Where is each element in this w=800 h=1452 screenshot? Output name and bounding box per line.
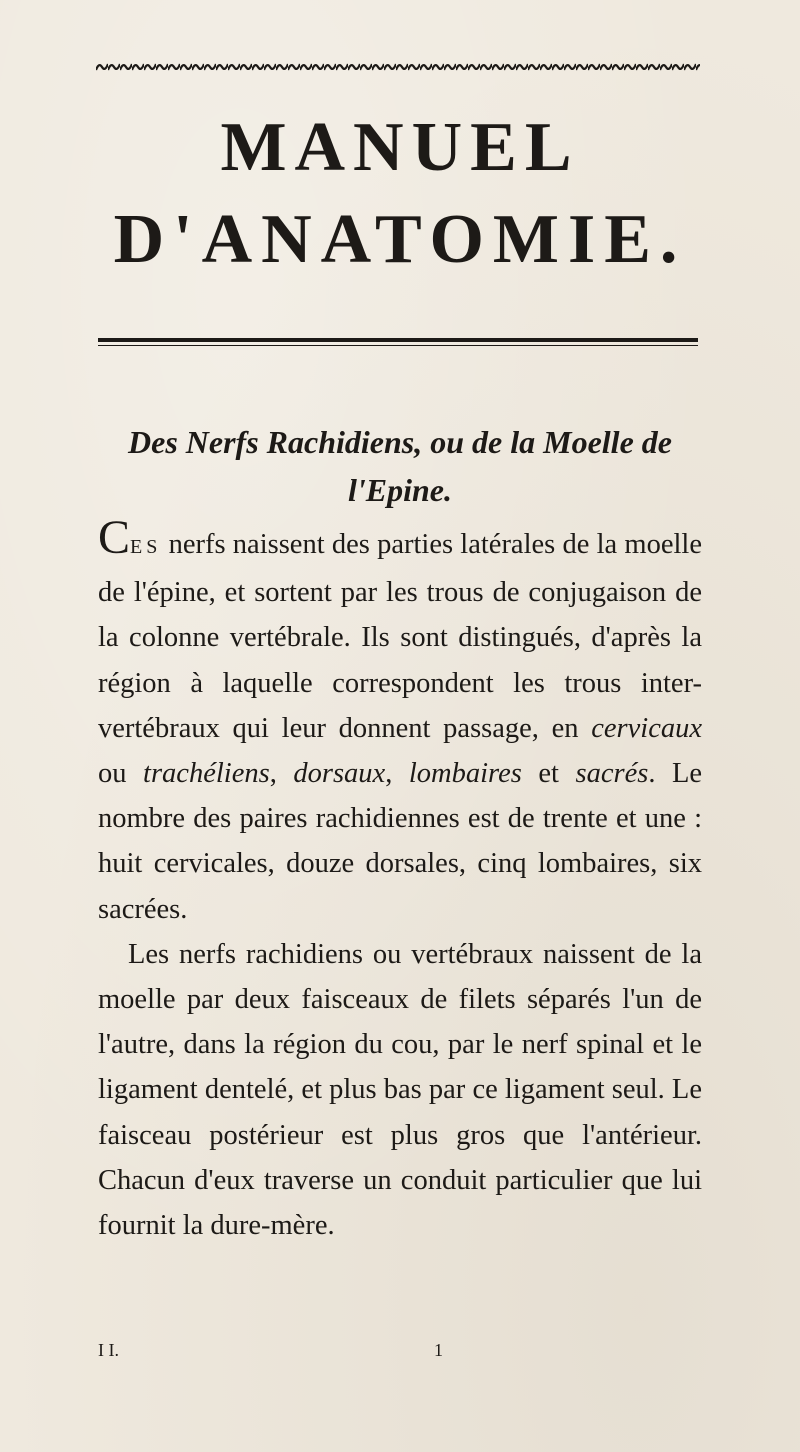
term-cervicaux: cervicaux — [591, 712, 702, 744]
double-rule-divider — [98, 338, 698, 348]
paragraph-1 — [98, 511, 703, 932]
paragraph-2: Les nerfs rachidiens ou vertébraux naissent de la moelle par deux faisceaux de filets séparés l'un de l'autre, dans la région du cou, par le nerf spinal et le ligament dentelé, et plus bas par ce ligament seul. Le faisceau postérieur est plus gros que l'antérieur. Chacun d'eux traverse un conduit particulier que lui fournit la dure-mère. — [98, 938, 702, 1242]
subtitle-part-3: l'Epine. — [347, 472, 452, 508]
title-line-1: MANUEL — [220, 109, 580, 186]
signature-mark: I I. — [98, 1340, 119, 1360]
subtitle-part-2: , ou de la Moelle de — [414, 424, 672, 460]
body-text — [98, 511, 703, 1248]
term-tracheliens: trachéliens — [143, 758, 270, 790]
term-dorsaux: dorsaux — [293, 758, 386, 790]
ornamental-border — [96, 60, 700, 74]
page-number: 1 — [434, 1340, 443, 1360]
term-lombaires: lombaires — [408, 758, 522, 790]
paragraph-1-text-a: nerfs naissent des parties latérales de la moelle de l'épine, et sortent par les trous de conjugaison de la colonne vertébrale. Ils sont distingués, d'après la région à laquelle correspondent les trous inter-vertébraux qui leur donnent passage, en — [98, 529, 702, 744]
paragraph-1-text-f: . Le nombre des paires rachidiennes est de trente et une : huit cervicales, douze dorsales, cinq lombaires, six sacrées. — [98, 758, 703, 925]
paragraph-1-text-e: et — [521, 758, 576, 790]
paragraph-1-text-b: ou — [98, 758, 144, 790]
paragraph-1-text-d: , — [385, 758, 409, 790]
paragraph-1-text-c: , — [269, 758, 294, 790]
rule-thin — [98, 345, 698, 346]
subtitle-part-1: Des Nerfs Rachidiens — [128, 424, 415, 460]
term-sacres: sacrés — [575, 758, 649, 790]
chapter-subtitle — [80, 418, 720, 514]
page-footer — [98, 1340, 702, 1364]
drop-cap: C — [98, 511, 131, 564]
title-line-2: D'ANATOMIE. — [113, 201, 687, 278]
small-caps-word: ES — [130, 536, 162, 558]
rule-thick — [98, 338, 698, 342]
